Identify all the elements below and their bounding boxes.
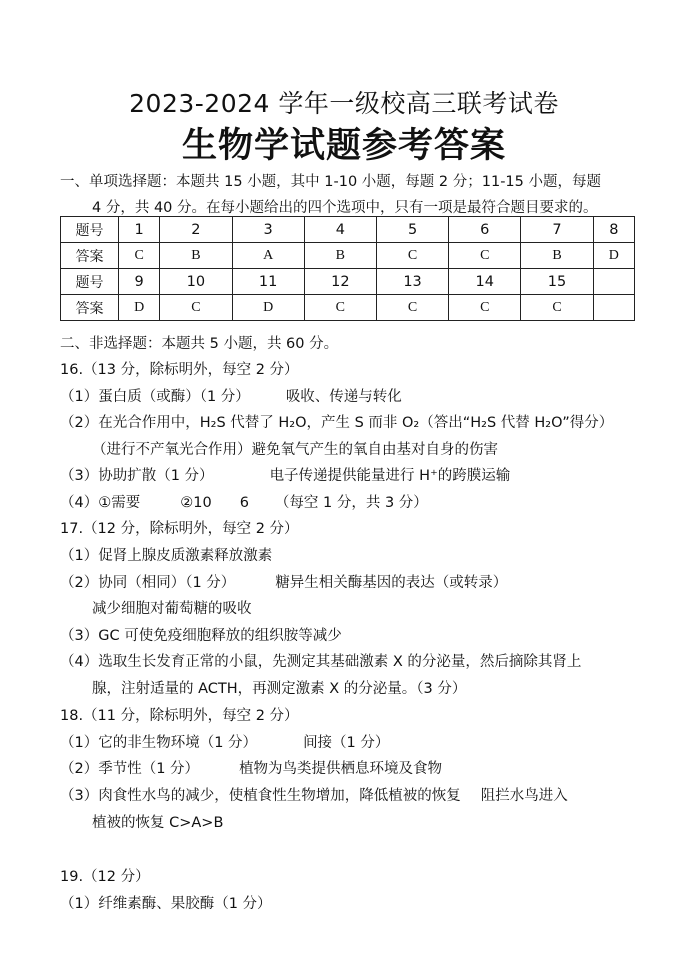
row-label-question: 题号 xyxy=(61,269,119,295)
row-label-answer: 答案 xyxy=(61,243,119,269)
answer-cell: C xyxy=(376,243,448,269)
question-number: 14 xyxy=(449,269,521,295)
q19-heading: 19.（12 分） xyxy=(60,869,150,885)
q18-answer-2 xyxy=(60,757,442,778)
table-row-questions-1 xyxy=(61,217,635,243)
question-number: 9 xyxy=(119,269,160,295)
question-number: 3 xyxy=(232,217,304,243)
table-row-answers-2 xyxy=(61,295,635,321)
q18-heading: 18.（11 分，除标明外，每空 2 分） xyxy=(60,708,299,724)
answer-cell: B xyxy=(304,243,376,269)
question-number: 4 xyxy=(304,217,376,243)
answer-cell: B xyxy=(521,243,593,269)
exam-title: 2023-2024 学年一级校高三联考试卷 xyxy=(129,89,559,118)
q17-answer-2a: （2）协同（相同）（1 分） xyxy=(60,575,236,591)
answer-key-title: 生物学试题参考答案 xyxy=(181,126,506,166)
question-number: 6 xyxy=(449,217,521,243)
q16-answer-4c: 6 xyxy=(239,495,249,511)
answer-cell: C xyxy=(376,295,448,321)
q16-answer-4b: ②10 xyxy=(180,495,212,511)
q16-answer-3 xyxy=(60,464,510,485)
answer-cell: B xyxy=(160,243,232,269)
answer-table xyxy=(60,216,635,321)
answer-cell: D xyxy=(232,295,304,321)
question-number: 7 xyxy=(521,217,593,243)
q17-answer-3: （3）GC 可使免疫细胞释放的组织胺等减少 xyxy=(60,628,342,644)
question-number: 11 xyxy=(232,269,304,295)
q18-answer-1 xyxy=(60,731,389,752)
q16-answer-1 xyxy=(60,385,402,406)
q16-answer-1a: （1）蛋白质（或酶）（1 分） xyxy=(60,389,250,405)
question-number: 5 xyxy=(376,217,448,243)
answer-cell: C xyxy=(304,295,376,321)
question-number: 8 xyxy=(593,217,634,243)
answer-cell: C xyxy=(449,295,521,321)
answer-cell: C xyxy=(119,243,160,269)
q17-answer-1: （1）促肾上腺皮质激素释放激素 xyxy=(60,548,273,564)
question-number: 13 xyxy=(376,269,448,295)
q18-answer-3-cont: 植被的恢复 C>A>B xyxy=(92,815,224,831)
q16-answer-4a: （4）①需要 xyxy=(60,495,141,511)
answer-cell: C xyxy=(449,243,521,269)
q16-answer-4d: （每空 1 分，共 3 分） xyxy=(274,495,428,511)
q17-answer-4-cont: 腺，注射适量的 ACTH，再测定激素 X 的分泌量。（3 分） xyxy=(92,681,467,697)
q17-answer-2 xyxy=(60,571,507,592)
question-number: 15 xyxy=(521,269,593,295)
question-number: 10 xyxy=(160,269,232,295)
question-number: 1 xyxy=(119,217,160,243)
table-row-answers-1 xyxy=(61,243,635,269)
answer-cell: D xyxy=(119,295,160,321)
q16-answer-3b: 电子传递提供能量进行 H⁺的跨膜运输 xyxy=(269,468,511,484)
q18-answer-1a: （1）它的非生物环境（1 分） xyxy=(60,735,258,751)
q16-answer-3a: （3）协助扩散（1 分） xyxy=(60,468,214,484)
q16-answer-4 xyxy=(60,491,428,512)
answer-cell xyxy=(593,295,634,321)
question-number: 2 xyxy=(160,217,232,243)
q17-heading: 17.（12 分，除标明外，每空 2 分） xyxy=(60,521,299,537)
q18-answer-2a: （2）季节性（1 分） xyxy=(60,761,200,777)
q18-answer-1b: 间接（1 分） xyxy=(303,735,390,751)
q17-answer-4: （4）选取生长发育正常的小鼠，先测定其基础激素 X 的分泌量，然后摘除其肾上 xyxy=(60,654,582,670)
q17-answer-2b: 糖异生相关酶基因的表达（或转录） xyxy=(275,575,508,591)
q16-answer-2-cont: （进行不产氧光合作用）避免氧气产生的氧自由基对自身的伤害 xyxy=(92,442,498,458)
answer-cell: A xyxy=(232,243,304,269)
answer-cell: C xyxy=(160,295,232,321)
section1-instructions-line1: 一、单项选择题：本题共 15 小题，其中 1-10 小题，每题 2 分；11-15 小题，每题 xyxy=(60,174,601,190)
question-number: 12 xyxy=(304,269,376,295)
answer-cell: C xyxy=(521,295,593,321)
q16-answer-2: （2）在光合作用中，H₂S 代替了 H₂O，产生 S 而非 O₂（答出“H₂S 代替 H₂O”得分） xyxy=(60,415,614,431)
q18-answer-3b: 阻拦水鸟进入 xyxy=(480,788,568,804)
question-number xyxy=(593,269,634,295)
table-row-questions-2 xyxy=(61,269,635,295)
section2-heading: 二、非选择题：本题共 5 小题，共 60 分。 xyxy=(60,336,339,352)
q19-answer-1: （1）纤维素酶、果胶酶（1 分） xyxy=(60,896,272,912)
answer-cell: D xyxy=(593,243,634,269)
q18-answer-3a: （3）肉食性水鸟的减少，使植食性生物增加，降低植被的恢复 xyxy=(60,788,461,804)
row-label-answer: 答案 xyxy=(61,295,119,321)
q16-heading: 16.（13 分，除标明外，每空 2 分） xyxy=(60,362,299,378)
section1-instructions-line2: 4 分，共 40 分。在每小题给出的四个选项中，只有一项是最符合题目要求的。 xyxy=(92,200,598,216)
row-label-question: 题号 xyxy=(61,217,119,243)
q18-answer-3 xyxy=(60,784,568,805)
q17-answer-2-cont: 减少细胞对葡萄糖的吸收 xyxy=(92,601,252,617)
q16-answer-1b: 吸收、传递与转化 xyxy=(285,389,402,405)
q18-answer-2b: 植物为鸟类提供栖息环境及食物 xyxy=(239,761,443,777)
